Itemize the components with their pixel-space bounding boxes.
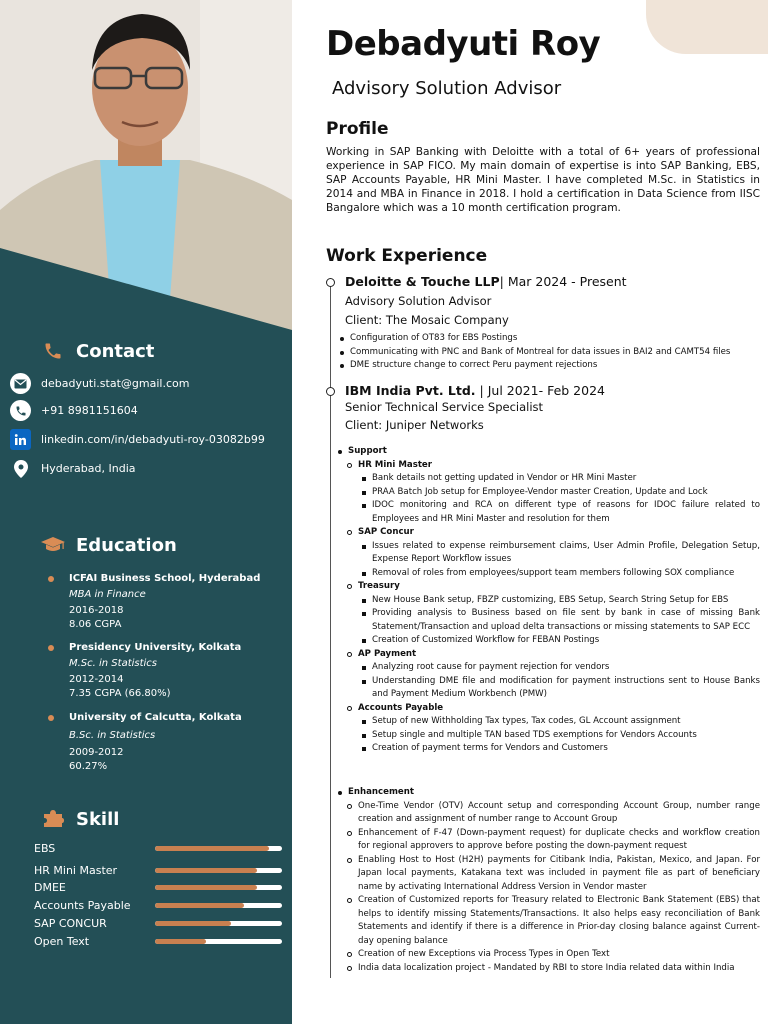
list-item: DME structure change to correct Peru payment rejections — [336, 359, 766, 373]
education-heading-text: Education — [76, 534, 177, 556]
skill-row — [34, 932, 284, 950]
linkedin-icon — [10, 429, 31, 450]
job-client: Client: The Mosaic Company — [345, 313, 509, 327]
degree-name: MBA in Finance — [69, 589, 146, 600]
job-dates: | Jul 2021- Feb 2024 — [475, 383, 605, 398]
skill-bar — [155, 921, 282, 926]
job-role: Advisory Solution Advisor — [345, 294, 492, 308]
list-item: HR Mini Master — [334, 459, 760, 473]
education-years: 2012-2014 — [69, 674, 124, 685]
education-item — [48, 641, 241, 701]
list-item: Creation of Customized Workflow for FEBAN Postings — [334, 634, 760, 648]
sidebar — [0, 0, 292, 1024]
education-years: 2009-2012 — [69, 747, 124, 758]
company-name: Deloitte & Touche LLP — [345, 274, 500, 289]
education-item — [48, 572, 260, 632]
list-item: Support — [334, 445, 760, 459]
school-name: Presidency University, Kolkata — [69, 642, 242, 653]
phone-text: +91 8981151604 — [41, 404, 138, 417]
job-bullets — [336, 332, 766, 373]
support-list — [334, 445, 760, 756]
skill-bar — [155, 903, 282, 908]
list-item: Creation of new Exceptions via Process Types in Open Text — [334, 948, 760, 962]
list-item: Communicating with PNC and Bank of Montreal for data issues in BAI2 and CAMT54 files — [336, 346, 766, 360]
education-item — [48, 711, 242, 774]
list-item: Bank details not getting updated in Vendor or HR Mini Master — [334, 472, 760, 486]
list-item: IDOC monitoring and RCA on different type of reasons for IDOC failure related to Employees and HR Mini Master and resolution for them — [334, 499, 760, 526]
phone-icon — [10, 400, 31, 421]
degree-name: M.Sc. in Statistics — [69, 658, 158, 669]
skill-row — [34, 839, 284, 857]
bullet-dot — [48, 645, 54, 651]
work-experience-heading: Work Experience — [326, 246, 488, 266]
profile-heading: Profile — [326, 119, 389, 139]
list-item: Issues related to expense reimbursement claims, User Admin Profile, Delegation Setup, Expense Report Workflow issues — [334, 540, 760, 567]
list-item: One-Time Vendor (OTV) Account setup and corresponding Account Group, number range creation and assignment of number range to Account Group — [334, 800, 760, 827]
skill-name: EBS — [34, 841, 56, 855]
enhancement-list — [334, 786, 760, 975]
skill-bar — [155, 868, 282, 873]
skill-bar — [155, 939, 282, 944]
bullet-dot — [48, 715, 54, 721]
list-item: Creation of payment terms for Vendors and Customers — [334, 742, 760, 756]
list-item: New House Bank setup, FBZP customizing, EBS Setup, Search String Setup for EBS — [334, 594, 760, 608]
list-item: Setup single and multiple TAN based TDS exemptions for Vendors Accounts — [334, 729, 760, 743]
list-item: Analyzing root cause for payment rejection for vendors — [334, 661, 760, 675]
contact-phone[interactable] — [10, 400, 138, 421]
skill-name: SAP CONCUR — [34, 916, 107, 930]
education-heading — [40, 534, 177, 556]
timeline-dot — [326, 278, 335, 287]
skill-bar — [155, 885, 282, 890]
profile-text: Working in SAP Banking with Deloitte with a total of 6+ years of professional experience in SAP FICO. My main domain of expertise is into SAP Banking, EBS, SAP Accounts Payable, HR Mini Master. I have completed M.Sc. in Statistics in 2014 and MBA in Finance in 2018. I hold a certification in Data Science from IISC Bangalore which was a 10 month certification program. — [326, 146, 760, 214]
corner-decoration — [646, 0, 768, 54]
bullet-dot — [48, 576, 54, 582]
list-item: SAP Concur — [334, 526, 760, 540]
list-item: PRAA Batch Job setup for Employee-Vendor master Creation, Update and Lock — [334, 486, 760, 500]
person-name: Debadyuti Roy — [326, 24, 601, 64]
skill-bar-fill — [155, 885, 257, 890]
skill-heading-text: Skill — [76, 808, 120, 830]
skill-row — [34, 914, 284, 932]
skill-row — [34, 861, 284, 879]
job-header — [345, 274, 627, 289]
list-item: India data localization project - Mandated by RBI to store India related data within India — [334, 962, 760, 976]
location-pin-icon — [10, 458, 31, 479]
email-icon — [10, 373, 31, 394]
job-header — [345, 383, 605, 398]
profile-photo — [0, 0, 292, 330]
list-item: Enhancement of F-47 (Down-payment request) for duplicate checks and workflow creation for regional approvers to approve before posting the down-payment request — [334, 827, 760, 854]
skill-name: Accounts Payable — [34, 898, 131, 912]
list-item: Providing analysis to Business based on file sent by bank in case of missing Bank Statement/Transaction and upload delta transactions or missing statements to SAP ECC — [334, 607, 760, 634]
skill-name: DMEE — [34, 880, 66, 894]
skill-name: HR Mini Master — [34, 863, 118, 877]
contact-heading-text: Contact — [76, 340, 155, 362]
education-score: 7.35 CGPA (66.80%) — [69, 688, 171, 699]
list-item: Setup of new Withholding Tax types, Tax codes, GL Account assignment — [334, 715, 760, 729]
skill-bar-fill — [155, 903, 244, 908]
skill-bar-fill — [155, 868, 257, 873]
list-item: AP Payment — [334, 648, 760, 662]
skill-name: Open Text — [34, 934, 90, 948]
degree-name: B.Sc. in Statistics — [69, 730, 156, 741]
list-item: Enhancement — [334, 786, 760, 800]
contact-email[interactable] — [10, 373, 189, 394]
list-item: Configuration of OT83 for EBS Postings — [336, 332, 766, 346]
skill-row — [34, 896, 284, 914]
school-name: University of Calcutta, Kolkata — [69, 712, 242, 723]
skill-bar — [155, 846, 282, 851]
list-item: Removal of roles from employees/support team members following SOX compliance — [334, 567, 760, 581]
contact-location — [10, 458, 136, 479]
skill-bar-fill — [155, 939, 206, 944]
education-score: 8.06 CGPA — [69, 619, 122, 630]
contact-heading — [40, 340, 154, 362]
linkedin-text: linkedin.com/in/debadyuti-roy-03082b99 — [41, 433, 265, 446]
timeline-dot — [326, 387, 335, 396]
email-text: debadyuti.stat@gmail.com — [41, 377, 190, 390]
job-client: Client: Juniper Networks — [345, 418, 484, 432]
list-item: Accounts Payable — [334, 702, 760, 716]
list-item: Understanding DME file and modification for payment instructions sent to House Banks and Payment Medium Workbench (PMW) — [334, 675, 760, 702]
skill-bar-fill — [155, 846, 269, 851]
list-item: Enabling Host to Host (H2H) payments for Citibank India, Pakistan, Mexico, and Japan. For Japan local payments, Katakana text was included in payment file as part of beneficiary name by activating International Address Version in Vendor master — [334, 854, 760, 895]
location-text: Hyderabad, India — [41, 462, 136, 475]
skill-bar-fill — [155, 921, 231, 926]
job-dates: | Mar 2024 - Present — [499, 274, 627, 289]
list-item: Treasury — [334, 580, 760, 594]
phone-handset-icon — [40, 340, 66, 362]
education-score: 60.27% — [69, 761, 108, 772]
company-name: IBM India Pvt. Ltd. — [345, 383, 476, 398]
contact-linkedin[interactable] — [10, 429, 265, 450]
person-title: Advisory Solution Advisor — [332, 78, 562, 99]
graduation-cap-icon — [40, 534, 66, 556]
education-years: 2016-2018 — [69, 605, 124, 616]
list-item: Creation of Customized reports for Treasury related to Electronic Bank Statement (EBS) that helps to identify missing Statements/Transactions. It also helps easy reconciliation of Bank Statements and identify if there is a difference in Prior-day closing balance against Current-day opening balance — [334, 894, 760, 948]
school-name: ICFAI Business School, Hyderabad — [69, 573, 261, 584]
skill-heading — [40, 808, 119, 830]
puzzle-piece-icon — [40, 808, 66, 830]
job-role: Senior Technical Service Specialist — [345, 400, 544, 414]
skill-row — [34, 878, 284, 896]
